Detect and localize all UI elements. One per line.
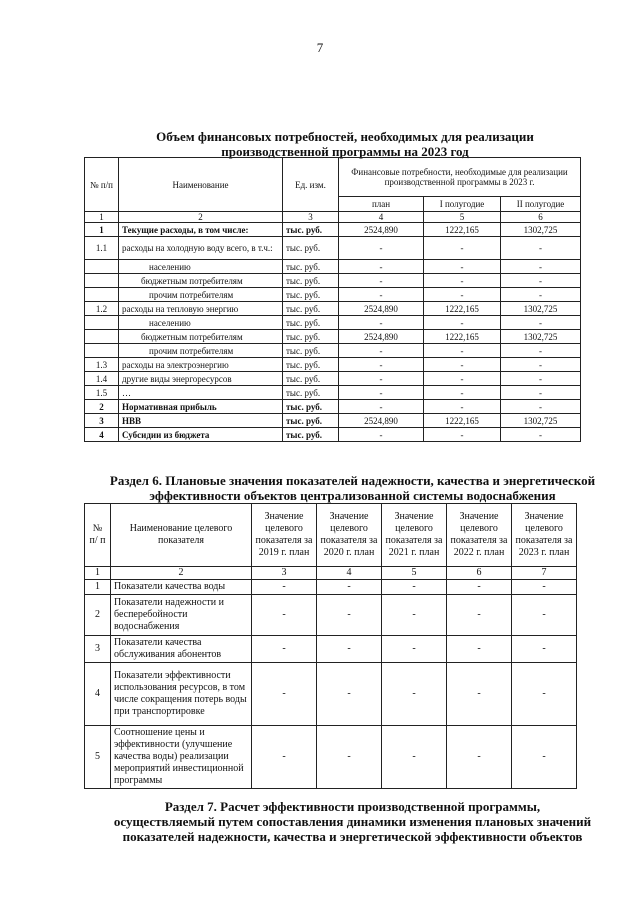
column-number: 6 — [447, 567, 512, 580]
indicator-name: Показатели качества обслуживания абонентов — [111, 636, 252, 663]
row-half2: 1302,725 — [501, 330, 581, 344]
row-half1: - — [424, 358, 501, 372]
column-number: 2 — [119, 212, 283, 223]
row-name: населению — [119, 260, 283, 274]
header-2020: Значение целевого показателя за 2020 г. план — [317, 504, 382, 567]
header-2023: Значение целевого показателя за 2023 г. план — [512, 504, 577, 567]
column-number: 2 — [111, 567, 252, 580]
header-2022: Значение целевого показателя за 2022 г. план — [447, 504, 512, 567]
row-number: 2 — [85, 595, 111, 636]
indicator-value: - — [512, 580, 577, 595]
header-name: Наименование — [119, 158, 283, 212]
row-half2: 1302,725 — [501, 223, 581, 237]
row-unit: тыс. руб. — [283, 260, 339, 274]
column-number: 5 — [424, 212, 501, 223]
row-number: 5 — [85, 726, 111, 789]
row-plan: - — [339, 358, 424, 372]
section7-title — [70, 799, 635, 844]
indicator-value: - — [447, 726, 512, 789]
column-number: 6 — [501, 212, 581, 223]
row-plan: - — [339, 400, 424, 414]
row-name: Субсидии из бюджета — [119, 428, 283, 442]
row-half2: - — [501, 358, 581, 372]
row-number — [85, 344, 119, 358]
table-row — [85, 288, 581, 302]
row-plan: - — [339, 386, 424, 400]
indicator-value: - — [252, 580, 317, 595]
table-row — [85, 414, 581, 428]
column-number: 5 — [382, 567, 447, 580]
indicator-value: - — [317, 726, 382, 789]
header-indicator-name: Наименование целевого показателя — [111, 504, 252, 567]
row-half1: - — [424, 288, 501, 302]
section6-title-line2: эффективности объектов централизованной системы водоснабжения — [149, 488, 556, 503]
header-unit: Ед. изм. — [283, 158, 339, 212]
indicator-value: - — [252, 595, 317, 636]
row-name: населению — [119, 316, 283, 330]
header-num: № п/ п — [85, 504, 111, 567]
row-plan: - — [339, 344, 424, 358]
section1-title-line2: производственной программы на 2023 год — [221, 144, 469, 159]
row-unit: тыс. руб. — [283, 372, 339, 386]
column-numbers-row — [85, 567, 577, 580]
row-plan: 2524,890 — [339, 223, 424, 237]
header-2019: Значение целевого показателя за 2019 г. план — [252, 504, 317, 567]
row-name: Текущие расходы, в том числе: — [119, 223, 283, 237]
header-half1: I полугодие — [424, 197, 501, 212]
row-unit: тыс. руб. — [283, 237, 339, 260]
row-unit: тыс. руб. — [283, 223, 339, 237]
row-half2: - — [501, 316, 581, 330]
row-half2: - — [501, 344, 581, 358]
table-row — [85, 330, 581, 344]
row-half1: - — [424, 260, 501, 274]
row-number — [85, 260, 119, 274]
row-number — [85, 316, 119, 330]
indicator-value: - — [512, 636, 577, 663]
row-number — [85, 288, 119, 302]
column-number: 3 — [252, 567, 317, 580]
table-row — [85, 726, 577, 789]
financial-needs-table — [84, 157, 581, 442]
section1-title — [80, 129, 610, 159]
row-half2: 1302,725 — [501, 414, 581, 428]
indicator-name: Показатели качества воды — [111, 580, 252, 595]
column-number: 3 — [283, 212, 339, 223]
row-number: 4 — [85, 663, 111, 726]
row-plan: 2524,890 — [339, 330, 424, 344]
row-half1: - — [424, 316, 501, 330]
row-half2: - — [501, 400, 581, 414]
table-row — [85, 260, 581, 274]
section7-title-line3: показателей надежности, качества и энергетической эффективности объектов — [122, 829, 583, 844]
indicator-value: - — [447, 636, 512, 663]
header-plan: план — [339, 197, 424, 212]
section6-title-line1: Раздел 6. Плановые значения показателей надежности, качества и энергетической — [109, 473, 596, 488]
row-half2: - — [501, 237, 581, 260]
indicator-value: - — [252, 663, 317, 726]
row-name: … — [119, 386, 283, 400]
row-half1: 1222,165 — [424, 330, 501, 344]
column-number: 7 — [512, 567, 577, 580]
header-financial-needs: Финансовые потребности, необходимые для реализации производственной программы в 2023 г. — [339, 158, 581, 197]
table-row — [85, 316, 581, 330]
header-half2: II полугодие — [501, 197, 581, 212]
row-half2: - — [501, 288, 581, 302]
row-half2: - — [501, 260, 581, 274]
row-unit: тыс. руб. — [283, 414, 339, 428]
indicator-value: - — [317, 636, 382, 663]
row-name: расходы на тепловую энергию — [119, 302, 283, 316]
row-name: бюджетным потребителям — [119, 274, 283, 288]
row-unit: тыс. руб. — [283, 330, 339, 344]
row-half1: - — [424, 344, 501, 358]
table-row — [85, 344, 581, 358]
row-unit: тыс. руб. — [283, 358, 339, 372]
indicator-value: - — [447, 595, 512, 636]
row-number: 1.1 — [85, 237, 119, 260]
indicator-name: Соотношение цены и эффективности (улучшение качества воды) реализации мероприятий инвестиционной программы — [111, 726, 252, 789]
header-2021: Значение целевого показателя за 2021 г. план — [382, 504, 447, 567]
indicator-name: Показатели надежности и бесперебойности водоснабжения — [111, 595, 252, 636]
row-plan: - — [339, 237, 424, 260]
row-unit: тыс. руб. — [283, 386, 339, 400]
column-number: 4 — [339, 212, 424, 223]
table-row — [85, 223, 581, 237]
row-number: 1 — [85, 223, 119, 237]
row-name: НВВ — [119, 414, 283, 428]
row-half1: - — [424, 237, 501, 260]
row-half2: - — [501, 386, 581, 400]
table-row — [85, 580, 577, 595]
indicator-name: Показатели эффективности использования ресурсов, в том числе сокращения потерь воды при транспортировке — [111, 663, 252, 726]
row-unit: тыс. руб. — [283, 302, 339, 316]
table-row — [85, 274, 581, 288]
row-half2: - — [501, 428, 581, 442]
indicator-value: - — [317, 595, 382, 636]
row-name: Нормативная прибыль — [119, 400, 283, 414]
indicator-value: - — [382, 595, 447, 636]
row-number: 1.5 — [85, 386, 119, 400]
row-plan: - — [339, 372, 424, 386]
row-unit: тыс. руб. — [283, 274, 339, 288]
row-number: 1 — [85, 580, 111, 595]
section1-title-line1: Объем финансовых потребностей, необходимых для реализации — [156, 129, 534, 144]
indicator-value: - — [252, 636, 317, 663]
row-number: 2 — [85, 400, 119, 414]
row-plan: - — [339, 316, 424, 330]
row-name: расходы на электроэнергию — [119, 358, 283, 372]
row-unit: тыс. руб. — [283, 344, 339, 358]
row-plan: - — [339, 260, 424, 274]
row-plan: 2524,890 — [339, 414, 424, 428]
indicator-value: - — [512, 726, 577, 789]
row-name: прочим потребителям — [119, 344, 283, 358]
row-number: 1.4 — [85, 372, 119, 386]
table-row — [85, 386, 581, 400]
column-number: 1 — [85, 567, 111, 580]
column-numbers-row — [85, 212, 581, 223]
row-name: расходы на холодную воду всего, в т.ч.: — [119, 237, 283, 260]
row-plan: 2524,890 — [339, 302, 424, 316]
indicator-value: - — [382, 580, 447, 595]
table-row — [85, 358, 581, 372]
indicator-value: - — [447, 663, 512, 726]
header-num: № п/п — [85, 158, 119, 212]
column-number: 1 — [85, 212, 119, 223]
indicator-value: - — [252, 726, 317, 789]
row-name: другие виды энергоресурсов — [119, 372, 283, 386]
row-number: 3 — [85, 414, 119, 428]
row-half2: - — [501, 372, 581, 386]
table-row — [85, 237, 581, 260]
row-name: бюджетным потребителям — [119, 330, 283, 344]
row-half1: - — [424, 274, 501, 288]
table-row — [85, 372, 581, 386]
row-number: 3 — [85, 636, 111, 663]
row-half1: - — [424, 386, 501, 400]
row-name: прочим потребителям — [119, 288, 283, 302]
table-row — [85, 663, 577, 726]
row-half1: - — [424, 428, 501, 442]
row-plan: - — [339, 428, 424, 442]
table-row — [85, 302, 581, 316]
row-half1: - — [424, 372, 501, 386]
indicator-value: - — [447, 580, 512, 595]
table-row — [85, 400, 581, 414]
indicator-value: - — [512, 595, 577, 636]
row-unit: тыс. руб. — [283, 316, 339, 330]
page-number: 7 — [316, 40, 324, 55]
section7-title-line1: Раздел 7. Расчет эффективности производственной программы, — [164, 799, 541, 814]
row-plan: - — [339, 288, 424, 302]
row-half2: 1302,725 — [501, 302, 581, 316]
indicator-value: - — [317, 663, 382, 726]
row-half1: 1222,165 — [424, 414, 501, 428]
indicator-value: - — [382, 726, 447, 789]
row-number — [85, 274, 119, 288]
row-number: 1.3 — [85, 358, 119, 372]
row-plan: - — [339, 274, 424, 288]
section7-title-line2: осуществляемый путем сопоставления динамики изменения плановых значений — [113, 814, 592, 829]
row-half2: - — [501, 274, 581, 288]
row-half1: 1222,165 — [424, 302, 501, 316]
indicator-value: - — [317, 580, 382, 595]
indicator-value: - — [512, 663, 577, 726]
section6-title — [80, 473, 625, 503]
table-row — [85, 428, 581, 442]
row-unit: тыс. руб. — [283, 400, 339, 414]
indicator-value: - — [382, 663, 447, 726]
row-number: 4 — [85, 428, 119, 442]
row-number: 1.2 — [85, 302, 119, 316]
row-half1: 1222,165 — [424, 223, 501, 237]
row-unit: тыс. руб. — [283, 428, 339, 442]
column-number: 4 — [317, 567, 382, 580]
row-half1: - — [424, 400, 501, 414]
row-unit: тыс. руб. — [283, 288, 339, 302]
table-row — [85, 595, 577, 636]
row-number — [85, 330, 119, 344]
target-indicators-table — [84, 503, 577, 789]
table-row — [85, 636, 577, 663]
indicator-value: - — [382, 636, 447, 663]
